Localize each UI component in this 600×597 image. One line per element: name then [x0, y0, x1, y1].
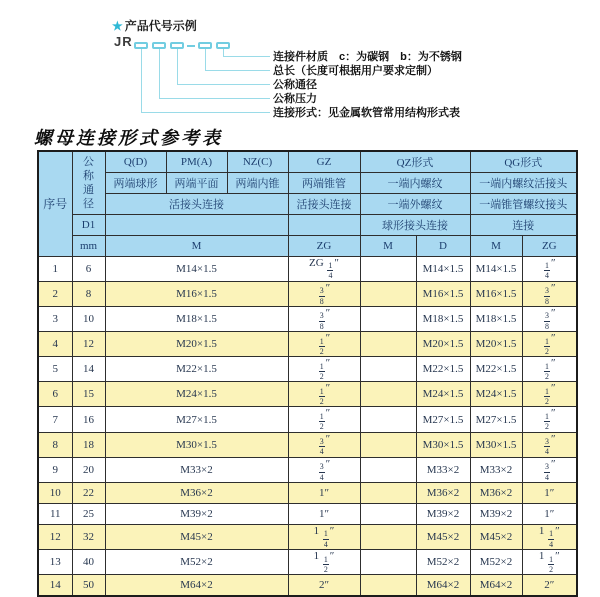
cell-qz-m: [360, 357, 416, 382]
cell-gz: $\frac{3}{8}$ ″: [288, 306, 360, 331]
cell-dn: 22: [72, 482, 105, 503]
cell-m-thread: M64×2: [105, 575, 288, 596]
fraction: $\frac{1}{4}$: [323, 529, 328, 549]
cell-seq: 9: [38, 457, 72, 482]
cell-qz-d: M20×1.5: [416, 331, 470, 356]
star-icon: ★: [112, 19, 123, 33]
fraction: $\frac{1}{2}$: [545, 361, 549, 381]
table-row: [38, 432, 577, 457]
cell-qz-m: [360, 503, 416, 524]
header-mm: mm: [72, 235, 105, 256]
cell-qg-m: M16×1.5: [470, 281, 522, 306]
cell-m-thread: M18×1.5: [105, 306, 288, 331]
cell-qg-m: M24×1.5: [470, 382, 522, 407]
cell-qz-d: M30×1.5: [416, 432, 470, 457]
cell-seq: 14: [38, 575, 72, 596]
cell-gz: 2″: [288, 575, 360, 596]
cell-dn: 15: [72, 382, 105, 407]
cell-seq: 12: [38, 524, 72, 549]
cell-seq: 13: [38, 550, 72, 575]
cell-m-thread: M24×1.5: [105, 382, 288, 407]
cell-qg-m: M20×1.5: [470, 331, 522, 356]
cell-qz-d: M24×1.5: [416, 382, 470, 407]
header-qg-desc1: 一端内螺纹活接头: [470, 172, 577, 193]
diagram-label-material: 连接件材质 c：为碳钢 b：为不锈钢: [273, 51, 462, 63]
cell-qg-zg: $\frac{1}{2}$ ″: [522, 331, 577, 356]
cell-qg-zg: $\frac{3}{4}$ ″: [522, 432, 577, 457]
cell-seq: 2: [38, 281, 72, 306]
header-col-q: Q(D): [105, 151, 166, 172]
diagram-label-diameter: 公称通径: [273, 79, 317, 91]
cell-qz-d: M14×1.5: [416, 256, 470, 281]
cell-qz-d: M64×2: [416, 575, 470, 596]
diagram-title: 产品代号示例: [124, 19, 197, 33]
cell-gz: 1″: [288, 482, 360, 503]
fraction: $\frac{1}{2}$: [319, 411, 324, 432]
fraction: $\frac{3}{4}$: [319, 437, 324, 457]
connector-line-5: [141, 49, 270, 113]
header-dia: [72, 151, 105, 214]
cell-qz-d: M52×2: [416, 550, 470, 575]
cell-gz: $\frac{3}{4}$ ″: [288, 457, 360, 482]
diagram-title-line: [112, 17, 197, 34]
diagram-label-connection: 连接形式：见金属软管常用结构形式表: [273, 107, 460, 119]
cell-qz-m: [360, 382, 416, 407]
cell-gz: ZG $\frac{1}{4}$ ″: [288, 256, 360, 281]
cell-qz-m: [360, 550, 416, 575]
fraction: $\frac{1}{4}$: [549, 529, 554, 549]
cell-qz-m: [360, 256, 416, 281]
cell-qz-m: [360, 432, 416, 457]
header-union-conn: 活接头连接: [105, 193, 288, 214]
cell-m-thread: M16×1.5: [105, 281, 288, 306]
header-m-span: M: [105, 235, 288, 256]
table-row: [38, 550, 577, 575]
cell-qz-m: [360, 482, 416, 503]
cell-m-thread: M33×2: [105, 457, 288, 482]
cell-qz-m: [360, 407, 416, 432]
diagram-label-pressure: 公称压力: [273, 93, 317, 105]
cell-gz: 1 $\frac{1}{4}$ ″: [288, 524, 360, 549]
header-qg-zg: ZG: [522, 235, 577, 256]
table-row: [38, 482, 577, 503]
cell-qg-zg: $\frac{3}{8}$ ″: [522, 306, 577, 331]
cell-m-thread: M36×2: [105, 482, 288, 503]
code-box-4: [198, 42, 212, 49]
cell-dn: 14: [72, 357, 105, 382]
cell-m-thread: M30×1.5: [105, 432, 288, 457]
cell-qz-d: M39×2: [416, 503, 470, 524]
cell-qg-zg: 1″: [522, 482, 577, 503]
cell-seq: 8: [38, 432, 72, 457]
fraction: $\frac{3}{8}$: [545, 311, 549, 331]
header-q-desc: 两端球形: [105, 172, 166, 193]
cell-qg-m: M18×1.5: [470, 306, 522, 331]
code-box-5: [216, 42, 230, 49]
table-row: [38, 256, 577, 281]
cell-qz-d: M18×1.5: [416, 306, 470, 331]
fraction: $\frac{1}{2}$: [545, 411, 549, 432]
cell-seq: 11: [38, 503, 72, 524]
cell-m-thread: M14×1.5: [105, 256, 288, 281]
cell-gz: $\frac{1}{2}$ ″: [288, 357, 360, 382]
fraction: $\frac{3}{4}$: [545, 462, 549, 482]
cell-qg-m: M22×1.5: [470, 357, 522, 382]
header-qg-conn: 连接: [470, 214, 577, 235]
cell-seq: 6: [38, 382, 72, 407]
header-col-qg: QG形式: [470, 151, 577, 172]
cell-dn: 10: [72, 306, 105, 331]
cell-qz-d: M45×2: [416, 524, 470, 549]
cell-qg-zg: $\frac{3}{4}$ ″: [522, 457, 577, 482]
cell-qz-m: [360, 575, 416, 596]
table-row: [38, 281, 577, 306]
cell-seq: 10: [38, 482, 72, 503]
cell-qg-zg: $\frac{1}{2}$ ″: [522, 357, 577, 382]
cell-qg-m: M27×1.5: [470, 407, 522, 432]
cell-qg-m: M14×1.5: [470, 256, 522, 281]
cell-qg-zg: 2″: [522, 575, 577, 596]
header-qz-desc2: 一端外螺纹: [360, 193, 470, 214]
cell-m-thread: M27×1.5: [105, 407, 288, 432]
code-prefix: JR: [114, 34, 133, 49]
fraction: $\frac{3}{8}$: [545, 286, 549, 306]
cell-qg-zg: $\frac{1}{2}$ ″: [522, 382, 577, 407]
table-row: [38, 382, 577, 407]
header-gz-desc: 两端锥管: [288, 172, 360, 193]
cell-seq: 1: [38, 256, 72, 281]
cell-m-thread: M20×1.5: [105, 331, 288, 356]
cell-seq: 7: [38, 407, 72, 432]
header-pm-desc: 两端平面: [166, 172, 227, 193]
cell-seq: 5: [38, 357, 72, 382]
header-col-gz: GZ: [288, 151, 360, 172]
cell-qz-d: M36×2: [416, 482, 470, 503]
header-qz-conn: 球形接头连接: [360, 214, 470, 235]
fraction: $\frac{1}{2}$: [319, 336, 324, 356]
code-box-3: [170, 42, 184, 49]
table-row: [38, 575, 577, 596]
table-row: [38, 306, 577, 331]
header-col-pm: PM(A): [166, 151, 227, 172]
cell-qg-m: M36×2: [470, 482, 522, 503]
table-row: [38, 457, 577, 482]
header-dia-text: 公称通径: [83, 155, 94, 210]
fraction: $\frac{3}{4}$: [319, 462, 324, 482]
cell-qg-zg: $\frac{1}{4}$ ″: [522, 256, 577, 281]
cell-dn: 6: [72, 256, 105, 281]
cell-qz-d: M22×1.5: [416, 357, 470, 382]
cell-seq: 3: [38, 306, 72, 331]
header-qg-desc2: 一端锥管螺纹接头: [470, 193, 577, 214]
cell-qg-m: M45×2: [470, 524, 522, 549]
cell-qz-m: [360, 331, 416, 356]
diagram-label-length: 总长（长度可根据用户要求定制）: [273, 65, 438, 77]
cell-qg-m: M52×2: [470, 550, 522, 575]
cell-qg-zg: $\frac{1}{2}$ ″: [522, 407, 577, 432]
cell-qz-m: [360, 306, 416, 331]
cell-m-thread: M45×2: [105, 524, 288, 549]
cell-qz-d: M33×2: [416, 457, 470, 482]
cell-gz: $\frac{1}{2}$ ″: [288, 407, 360, 432]
header-blank-m: [105, 214, 288, 235]
cell-dn: 16: [72, 407, 105, 432]
table-row: [38, 407, 577, 432]
table-header: [38, 151, 577, 256]
cell-qg-zg: $\frac{3}{8}$ ″: [522, 281, 577, 306]
table-title: 螺母连接形式参考表: [34, 128, 223, 148]
fraction: $\frac{1}{2}$: [323, 554, 328, 574]
fraction: $\frac{1}{2}$: [319, 361, 324, 381]
cell-qg-m: M33×2: [470, 457, 522, 482]
fraction: $\frac{3}{8}$: [319, 311, 324, 331]
header-d1: D1: [72, 214, 105, 235]
cell-qz-d: M16×1.5: [416, 281, 470, 306]
cell-qg-zg: 1 $\frac{1}{4}$ ″: [522, 524, 577, 549]
nut-connection-reference-table: [37, 150, 578, 597]
header-blank-gz: [288, 214, 360, 235]
code-dash: [187, 45, 195, 47]
header-qz-d: D: [416, 235, 470, 256]
cell-gz: 1 $\frac{1}{2}$ ″: [288, 550, 360, 575]
cell-m-thread: M52×2: [105, 550, 288, 575]
cell-dn: 50: [72, 575, 105, 596]
header-nz-desc: 两端内锥: [227, 172, 288, 193]
table-row: [38, 503, 577, 524]
code-box-1: [134, 42, 148, 49]
fraction: $\frac{1}{2}$: [319, 386, 324, 407]
cell-dn: 25: [72, 503, 105, 524]
cell-qg-m: M30×1.5: [470, 432, 522, 457]
cell-seq: 4: [38, 331, 72, 356]
cell-gz: $\frac{3}{4}$ ″: [288, 432, 360, 457]
code-box-2: [152, 42, 166, 49]
header-col-nz: NZ(C): [227, 151, 288, 172]
fraction: $\frac{1}{4}$: [545, 261, 549, 281]
fraction: $\frac{1}{2}$: [545, 386, 549, 407]
cell-qg-m: M39×2: [470, 503, 522, 524]
fraction: $\frac{1}{4}$: [328, 261, 333, 281]
header-qz-desc1: 一端内螺纹: [360, 172, 470, 193]
fraction: $\frac{1}{2}$: [545, 336, 549, 356]
header-qz-m: M: [360, 235, 416, 256]
table-row: [38, 357, 577, 382]
cell-qz-m: [360, 281, 416, 306]
cell-dn: 8: [72, 281, 105, 306]
cell-gz: $\frac{3}{8}$ ″: [288, 281, 360, 306]
fraction: $\frac{3}{4}$: [545, 437, 549, 457]
cell-qg-zg: 1 $\frac{1}{2}$ ″: [522, 550, 577, 575]
cell-qg-m: M64×2: [470, 575, 522, 596]
table-row: [38, 524, 577, 549]
cell-dn: 12: [72, 331, 105, 356]
cell-qz-m: [360, 524, 416, 549]
header-seq: [38, 151, 72, 256]
cell-qz-d: M27×1.5: [416, 407, 470, 432]
fraction: $\frac{3}{8}$: [319, 286, 324, 306]
header-seq-text: 序号: [43, 197, 68, 212]
table-body: [38, 256, 577, 596]
cell-dn: 32: [72, 524, 105, 549]
cell-m-thread: M39×2: [105, 503, 288, 524]
cell-dn: 20: [72, 457, 105, 482]
cell-dn: 18: [72, 432, 105, 457]
header-gz-conn: 活接头连接: [288, 193, 360, 214]
cell-qg-zg: 1″: [522, 503, 577, 524]
fraction: $\frac{1}{2}$: [549, 554, 554, 574]
cell-qz-m: [360, 457, 416, 482]
cell-gz: $\frac{1}{2}$ ″: [288, 382, 360, 407]
cell-gz: 1″: [288, 503, 360, 524]
cell-dn: 40: [72, 550, 105, 575]
header-col-qz: QZ形式: [360, 151, 470, 172]
header-qg-m: M: [470, 235, 522, 256]
cell-m-thread: M22×1.5: [105, 357, 288, 382]
header-gz-zg: ZG: [288, 235, 360, 256]
table-row: [38, 331, 577, 356]
cell-gz: $\frac{1}{2}$ ″: [288, 331, 360, 356]
